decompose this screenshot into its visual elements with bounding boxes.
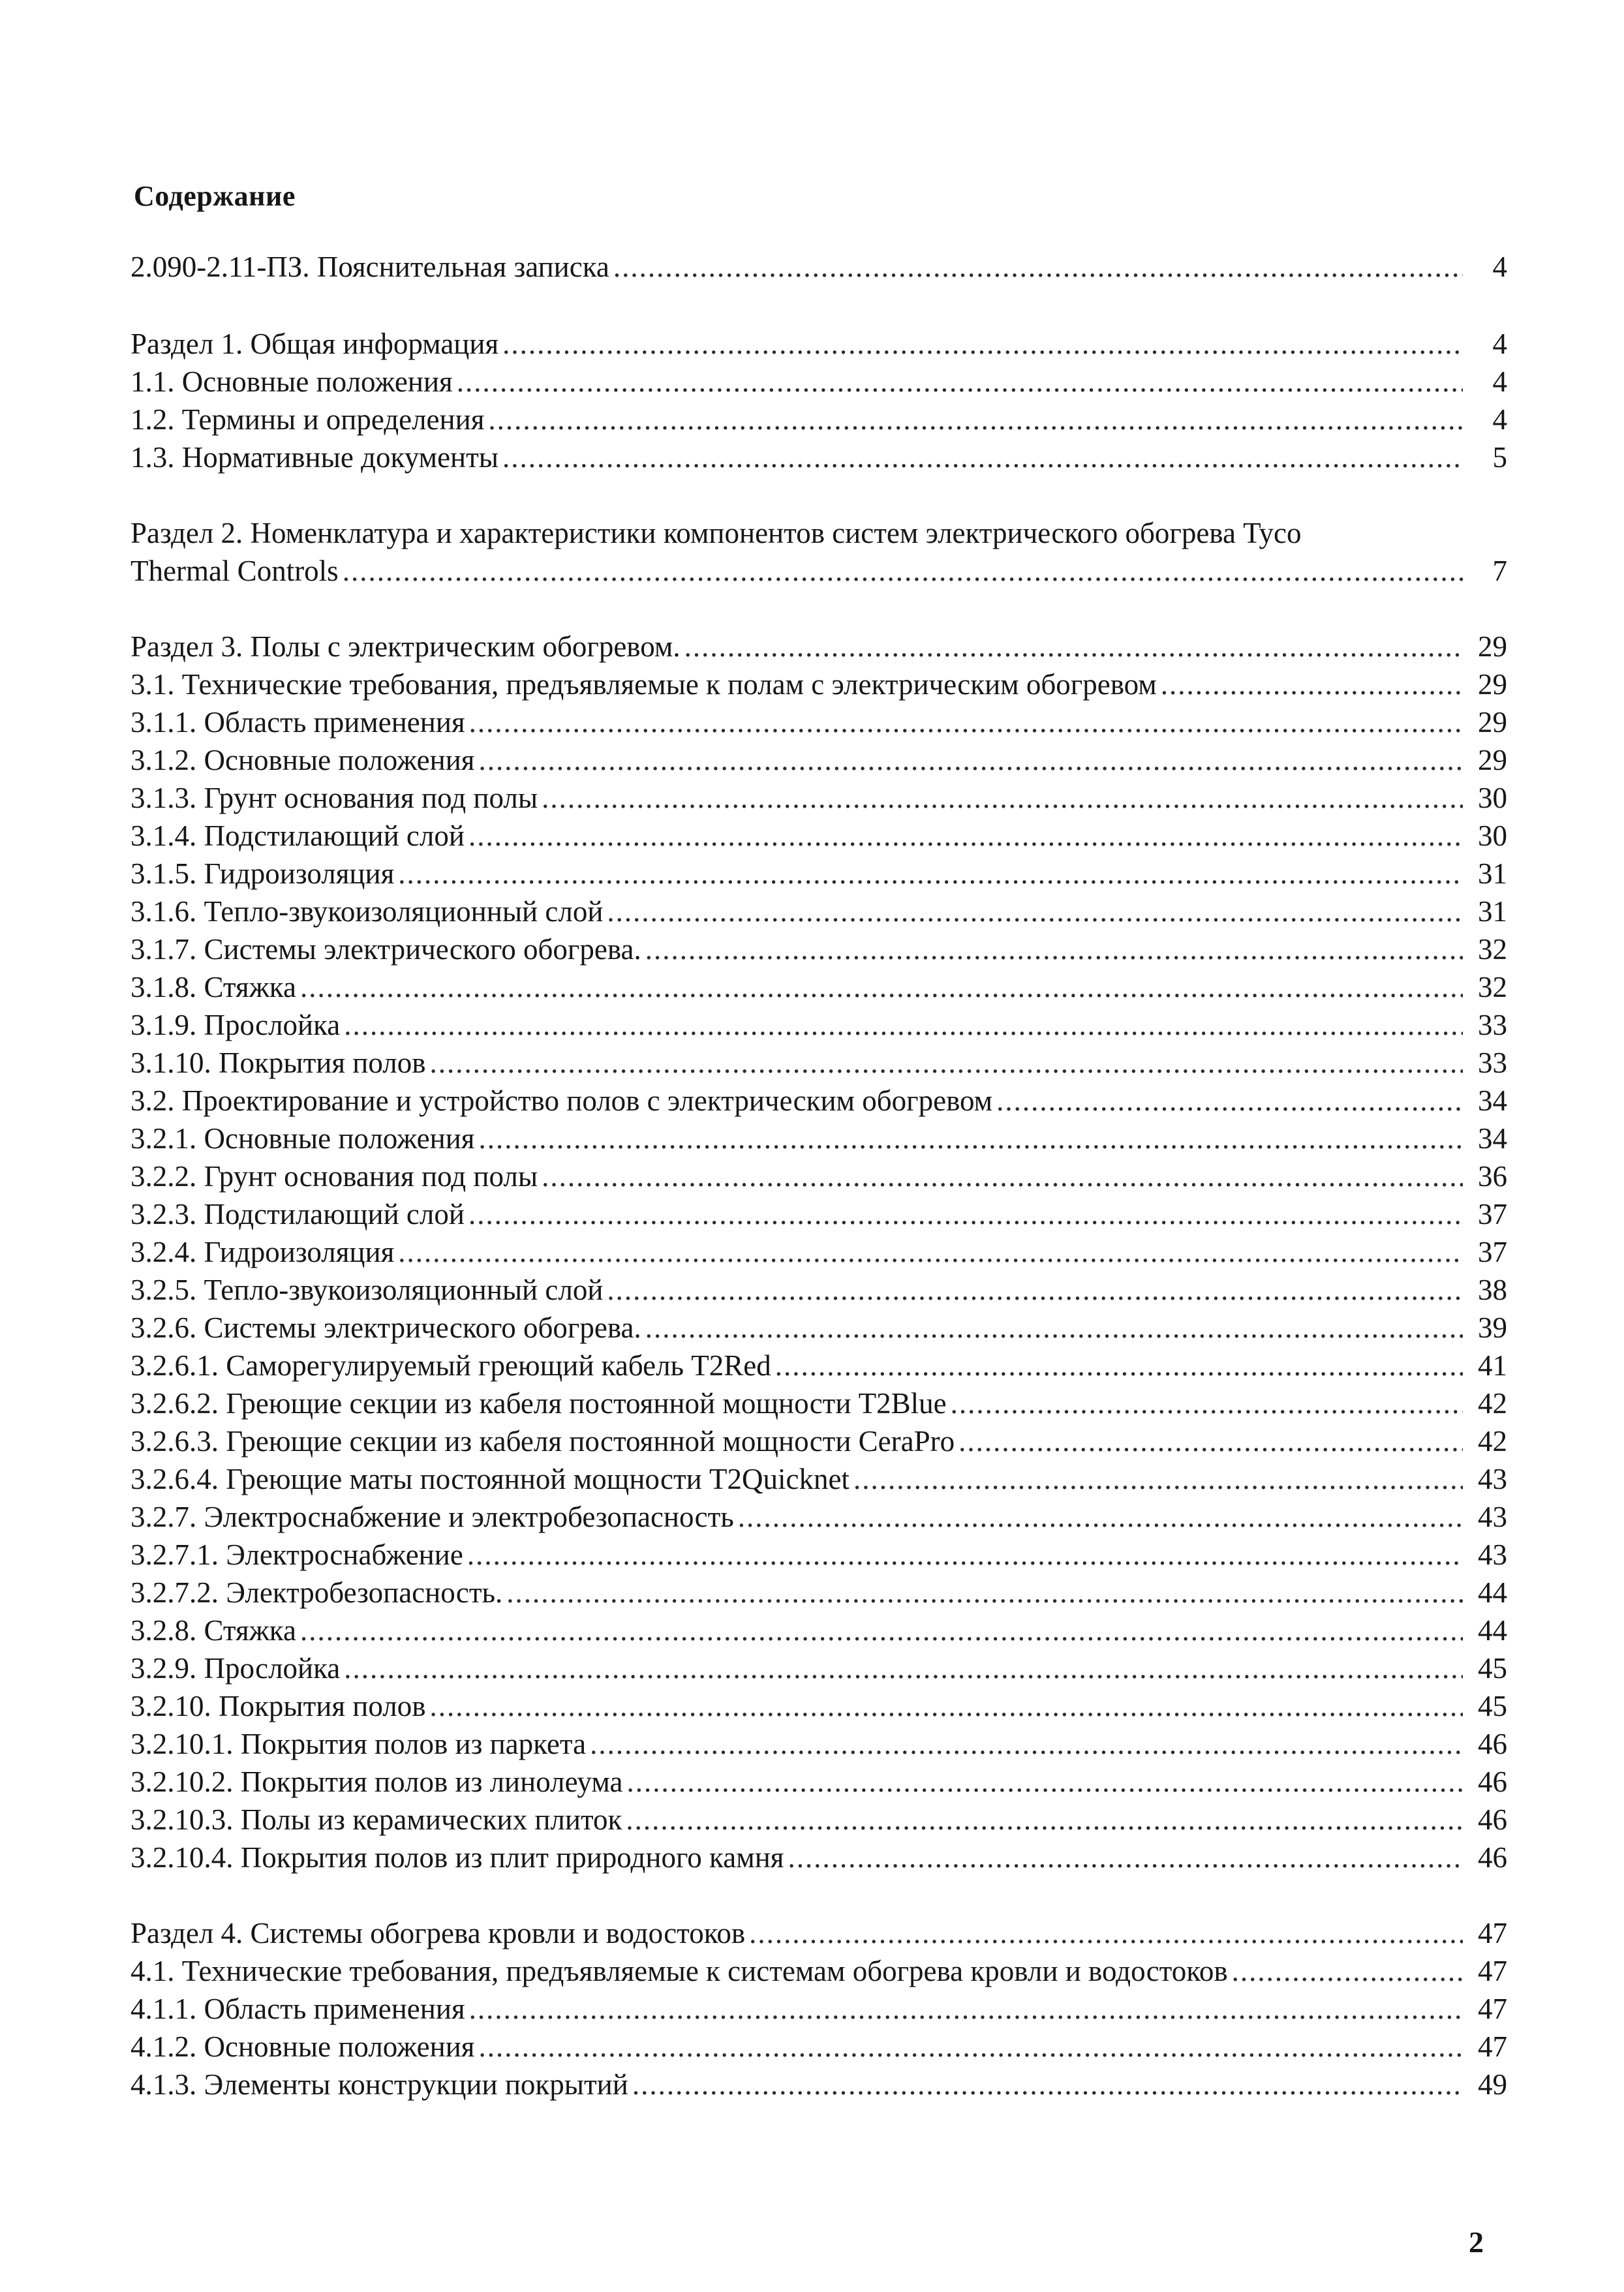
- toc-entry-page: 31: [1478, 895, 1507, 928]
- dot-leader: [457, 363, 1463, 401]
- toc-entry-title: 3.1.5. Гидроизоляция: [130, 857, 395, 890]
- toc-entry-page: 47: [1478, 2030, 1507, 2063]
- toc-entry-page: 30: [1478, 819, 1507, 852]
- dot-leader: [590, 1725, 1463, 1763]
- toc-entry[interactable]: [130, 741, 1507, 779]
- toc-entry-page: 49: [1478, 2068, 1507, 2101]
- toc-entry-page: 29: [1478, 668, 1507, 701]
- dot-leader: [344, 1006, 1463, 1044]
- toc-entry[interactable]: [130, 1082, 1507, 1120]
- dot-leader: [300, 968, 1463, 1006]
- toc-entry-title: 3.1.8. Стяжка: [130, 971, 296, 1003]
- toc-entry-title: 3.2.10. Покрытия полов: [130, 1690, 426, 1722]
- toc-entry-page: 47: [1478, 1917, 1507, 1949]
- toc-entry-page: 43: [1478, 1501, 1507, 1533]
- dot-leader: [469, 703, 1463, 741]
- toc-entry-page: 7: [1492, 555, 1507, 587]
- toc-entry-page: 39: [1478, 1311, 1507, 1344]
- dot-leader: [398, 1233, 1463, 1271]
- toc-entry-intro[interactable]: [130, 248, 1507, 286]
- toc-entry[interactable]: [130, 1044, 1507, 1082]
- toc-entry[interactable]: [130, 325, 1507, 363]
- dot-leader: [468, 1195, 1463, 1233]
- toc-entry[interactable]: [130, 1536, 1507, 1574]
- toc-entry-page: 42: [1478, 1387, 1507, 1420]
- toc-entry-title: 3.2.6. Системы электрического обогрева.: [130, 1311, 641, 1344]
- toc-entry-page: 44: [1478, 1614, 1507, 1647]
- toc-entry[interactable]: [130, 363, 1507, 401]
- dot-leader: [300, 1612, 1463, 1649]
- toc-entry-page: 29: [1478, 744, 1507, 776]
- toc-entry-page: 36: [1478, 1160, 1507, 1193]
- toc-entry-page: 43: [1478, 1463, 1507, 1495]
- toc-group-section-4: [130, 1914, 1507, 2103]
- toc-entry[interactable]: [130, 665, 1507, 703]
- toc-entry-page: 33: [1478, 1009, 1507, 1041]
- toc-entry[interactable]: [130, 779, 1507, 817]
- dot-leader: [488, 401, 1463, 438]
- toc-entry-title: 3.1.1. Область применения: [130, 706, 465, 739]
- dot-leader: [429, 1687, 1463, 1725]
- toc-entry-page: 29: [1478, 630, 1507, 663]
- dot-leader: [684, 628, 1463, 665]
- dot-leader: [467, 1536, 1463, 1574]
- dot-leader: [542, 779, 1463, 817]
- toc-entry[interactable]: [130, 1839, 1507, 1876]
- dot-leader: [344, 1649, 1463, 1687]
- toc-entry-page: 34: [1478, 1084, 1507, 1117]
- dot-leader: [468, 817, 1463, 855]
- page-number: 2: [1469, 2225, 1484, 2259]
- toc-entry[interactable]: [130, 1233, 1507, 1271]
- toc-entry-page: 46: [1478, 1803, 1507, 1836]
- toc-entry-title-line-1: Раздел 2. Номенклатура и характеристики компонентов систем электрического обогрева Tyco: [130, 517, 1302, 549]
- toc-entry-title: 3.2.2. Грунт основания под полы: [130, 1160, 538, 1193]
- toc-entry-title: 3.2. Проектирование и устройство полов с электрическим обогревом: [130, 1084, 993, 1117]
- dot-leader: [613, 248, 1463, 286]
- toc-entry-title: 3.2.10.3. Полы из керамических плиток: [130, 1803, 622, 1836]
- toc-entry-title: 3.1.3. Грунт основания под полы: [130, 782, 538, 814]
- toc-entry-page: 32: [1478, 933, 1507, 966]
- toc-entry-title: 3.2.10.2. Покрытия полов из линолеума: [130, 1765, 623, 1798]
- toc-entry[interactable]: [130, 1498, 1507, 1536]
- toc-heading: Содержание: [134, 180, 296, 212]
- toc-entry[interactable]: [130, 1914, 1507, 1952]
- toc-entry-page: 5: [1492, 441, 1507, 474]
- toc-entry-page: 44: [1478, 1576, 1507, 1609]
- toc-entry-title: 3.2.4. Гидроизоляция: [130, 1236, 395, 1268]
- toc-entry-page: 34: [1478, 1122, 1507, 1155]
- toc-entry-title: 3.2.6.2. Греющие секции из кабеля постоянной мощности T2Blue: [130, 1387, 947, 1420]
- toc-entry-page: 32: [1478, 971, 1507, 1003]
- dot-leader: [607, 893, 1463, 930]
- toc-entry-title: 4.1. Технические требования, предъявляемые к системам обогрева кровли и водостоков: [130, 1955, 1228, 1987]
- toc-entry-title: 3.1.7. Системы электрического обогрева.: [130, 933, 641, 966]
- toc-entry-section-2[interactable]: [130, 514, 1507, 590]
- dot-leader: [645, 1309, 1463, 1347]
- toc-entry-title: 3.1.4. Подстилающий слой: [130, 819, 465, 852]
- toc-entry-title: 3.2.6.4. Греющие маты постоянной мощности T2Quicknet: [130, 1463, 850, 1495]
- toc-entry-page: 4: [1492, 365, 1507, 398]
- toc-entry[interactable]: [130, 703, 1507, 741]
- dot-leader: [626, 1763, 1463, 1801]
- dot-leader: [502, 438, 1463, 476]
- toc-group-section-1: [130, 325, 1507, 476]
- dot-leader: [626, 1801, 1463, 1839]
- dot-leader: [775, 1347, 1463, 1384]
- toc-entry-title: 3.2.7. Электроснабжение и электробезопасность: [130, 1501, 734, 1533]
- toc-entry-page: 41: [1478, 1349, 1507, 1382]
- toc-entry-title: 3.2.10.1. Покрытия полов из паркета: [130, 1728, 587, 1760]
- dot-leader: [951, 1384, 1463, 1422]
- dot-leader: [738, 1498, 1463, 1536]
- toc-entry-title: 3.2.9. Прослойка: [130, 1652, 341, 1685]
- dot-leader: [479, 2028, 1463, 2066]
- toc-entry[interactable]: [130, 1801, 1507, 1839]
- toc-entry[interactable]: [130, 855, 1507, 893]
- dot-leader: [506, 1574, 1463, 1612]
- toc-entry-page: 37: [1478, 1236, 1507, 1268]
- toc-group-section-3: [130, 628, 1507, 1876]
- toc-entry-title: 2.090-2.11-ПЗ. Пояснительная записка: [130, 251, 609, 283]
- toc-entry-title: 3.2.8. Стяжка: [130, 1614, 296, 1647]
- toc-entry-title: 3.2.7.2. Электробезопасность.: [130, 1576, 503, 1609]
- dot-leader: [632, 2066, 1463, 2103]
- toc-entry-page: 38: [1478, 1274, 1507, 1306]
- toc-entry[interactable]: [130, 1271, 1507, 1309]
- toc-entry-page: 29: [1478, 706, 1507, 739]
- toc-entry[interactable]: [130, 1952, 1507, 1990]
- dot-leader: [479, 1120, 1463, 1157]
- toc-entry[interactable]: [130, 401, 1507, 438]
- toc-entry[interactable]: [130, 2028, 1507, 2066]
- toc-entry-page: 42: [1478, 1425, 1507, 1458]
- toc-entry-page: 43: [1478, 1538, 1507, 1571]
- toc-entry[interactable]: [130, 1195, 1507, 1233]
- table-of-contents: [130, 248, 1507, 2103]
- dot-leader: [398, 855, 1463, 893]
- toc-entry[interactable]: [130, 628, 1507, 665]
- toc-entry-title: 4.1.1. Область применения: [130, 1993, 465, 2025]
- toc-entry[interactable]: [130, 817, 1507, 855]
- dot-leader: [996, 1082, 1463, 1120]
- toc-entry-title: 4.1.2. Основные положения: [130, 2030, 475, 2063]
- toc-entry[interactable]: [130, 1384, 1507, 1422]
- toc-entry-page: 30: [1478, 782, 1507, 814]
- toc-entry-title: Раздел 1. Общая информация: [130, 328, 499, 360]
- toc-entry-page: 46: [1478, 1841, 1507, 1874]
- toc-entry-title: 3.2.5. Тепло-звукоизоляционный слой: [130, 1274, 604, 1306]
- dot-leader: [1161, 665, 1463, 703]
- toc-entry[interactable]: [130, 1612, 1507, 1649]
- toc-entry[interactable]: [130, 1649, 1507, 1687]
- toc-entry[interactable]: [130, 1990, 1507, 2028]
- toc-entry-title: 1.2. Термины и определения: [130, 403, 485, 436]
- toc-entry[interactable]: [130, 438, 1507, 476]
- toc-entry[interactable]: [130, 1574, 1507, 1612]
- toc-entry-page: 47: [1478, 1955, 1507, 1987]
- toc-entry-page: 45: [1478, 1652, 1507, 1685]
- toc-entry[interactable]: [130, 1725, 1507, 1763]
- toc-entry-title: 3.1.2. Основные положения: [130, 744, 475, 776]
- toc-entry-page: 4: [1492, 251, 1507, 283]
- dot-leader: [479, 741, 1463, 779]
- toc-entry-page: 45: [1478, 1690, 1507, 1722]
- dot-leader: [749, 1914, 1463, 1952]
- toc-entry-title: 3.1.6. Тепло-звукоизоляционный слой: [130, 895, 604, 928]
- toc-entry[interactable]: [130, 1687, 1507, 1725]
- dot-leader: [542, 1157, 1463, 1195]
- toc-entry-page: 46: [1478, 1728, 1507, 1760]
- toc-entry[interactable]: [130, 2066, 1507, 2103]
- toc-entry[interactable]: [130, 893, 1507, 930]
- dot-leader: [645, 930, 1463, 968]
- toc-entry-page: 4: [1492, 328, 1507, 360]
- toc-entry-title: 3.2.6.3. Греющие секции из кабеля постоянной мощности CeraPro: [130, 1425, 955, 1458]
- dot-leader: [502, 325, 1463, 363]
- toc-entry[interactable]: [130, 1006, 1507, 1044]
- dot-leader: [607, 1271, 1463, 1309]
- toc-entry-page: 33: [1478, 1047, 1507, 1079]
- toc-entry[interactable]: [130, 1309, 1507, 1347]
- toc-entry[interactable]: [130, 1120, 1507, 1157]
- toc-entry-page: 4: [1492, 403, 1507, 436]
- toc-entry-title: 3.1.10. Покрытия полов: [130, 1047, 426, 1079]
- toc-entry-title: 3.2.10.4. Покрытия полов из плит природного камня: [130, 1841, 784, 1874]
- toc-entry-title: 1.1. Основные положения: [130, 365, 453, 398]
- dot-leader: [343, 552, 1463, 590]
- toc-entry[interactable]: [130, 1460, 1507, 1498]
- toc-entry[interactable]: [130, 1763, 1507, 1801]
- dot-leader: [958, 1422, 1463, 1460]
- toc-entry[interactable]: [130, 1422, 1507, 1460]
- toc-entry-page: 37: [1478, 1198, 1507, 1230]
- toc-entry-title: 3.1.9. Прослойка: [130, 1009, 341, 1041]
- toc-entry-title: 3.2.1. Основные положения: [130, 1122, 475, 1155]
- toc-entry[interactable]: [130, 968, 1507, 1006]
- toc-entry-title-line-2: Thermal Controls: [130, 555, 339, 587]
- toc-entry-page: 46: [1478, 1765, 1507, 1798]
- dot-leader: [469, 1990, 1463, 2028]
- toc-entry-title: Раздел 4. Системы обогрева кровли и водостоков: [130, 1917, 746, 1949]
- toc-entry[interactable]: [130, 930, 1507, 968]
- toc-entry-title: Раздел 3. Полы с электрическим обогревом.: [130, 630, 681, 663]
- toc-entry-page: 47: [1478, 1993, 1507, 2025]
- dot-leader: [853, 1460, 1463, 1498]
- toc-entry-title: 3.2.6.1. Саморегулируемый греющий кабель T2Red: [130, 1349, 771, 1382]
- toc-entry[interactable]: [130, 1157, 1507, 1195]
- toc-entry-title: 3.2.3. Подстилающий слой: [130, 1198, 465, 1230]
- toc-entry-title: 4.1.3. Элементы конструкции покрытий: [130, 2068, 628, 2101]
- toc-entry-page: 31: [1478, 857, 1507, 890]
- dot-leader: [429, 1044, 1463, 1082]
- toc-entry[interactable]: [130, 1347, 1507, 1384]
- dot-leader: [1232, 1952, 1463, 1990]
- toc-entry-title: 3.1. Технические требования, предъявляемые к полам с электрическим обогревом: [130, 668, 1157, 701]
- toc-entry-title: 1.3. Нормативные документы: [130, 441, 499, 474]
- dot-leader: [788, 1839, 1463, 1876]
- toc-entry-title: 3.2.7.1. Электроснабжение: [130, 1538, 463, 1571]
